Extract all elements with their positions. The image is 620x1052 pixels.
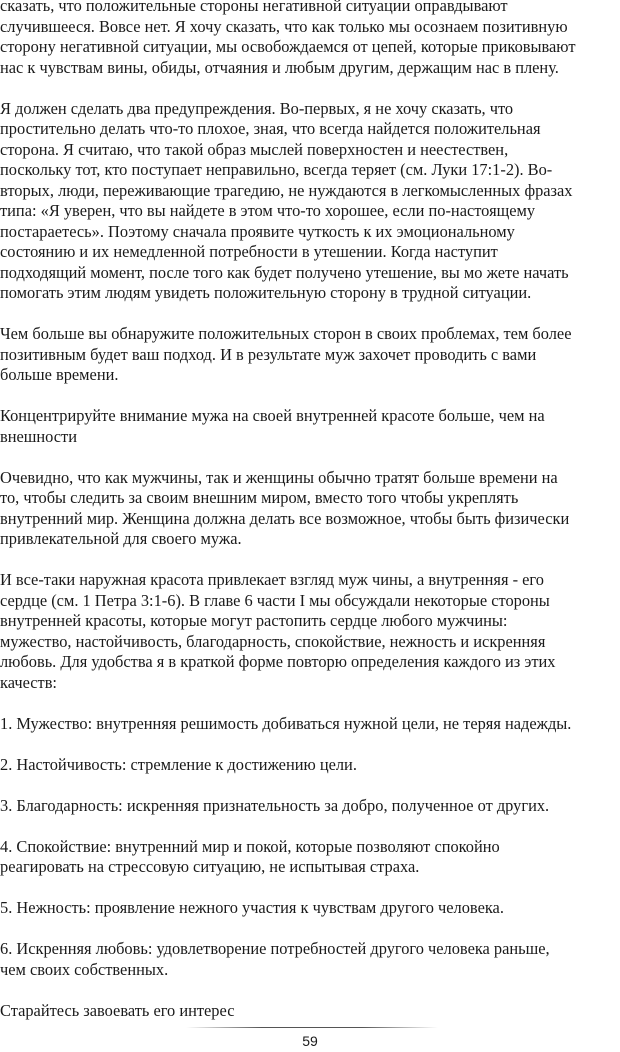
paragraph-spacer [0, 878, 612, 899]
text-line: 6. Искренняя любовь: удовлетворение потребностей другого человека раньше, [0, 939, 550, 958]
paragraph [0, 99, 612, 304]
paragraph [0, 714, 612, 735]
paragraph [0, 939, 612, 980]
text-line: внешности [0, 426, 77, 446]
paragraph [0, 468, 612, 550]
paragraph-spacer [0, 550, 612, 571]
text-line: 4. Спокойствие: внутренний мир и покой, которые позволяют спокойно [0, 836, 500, 856]
text-line: Чем больше вы обнаружите положительных сторон в своих проблемах, тем более [0, 324, 572, 343]
text-line: 2. Настойчивость: стремление к достижению цели. [0, 754, 357, 774]
text-line: нас к чувствам вины, обиды, отчаяния и любым другим, держащим нас в плену. [0, 57, 559, 77]
text-line: сказать, что положительные стороны негативной ситуации оправдывают [0, 0, 508, 15]
text-line: 5. Нежность: проявление нежного участия к чувствам другого человека. [0, 898, 504, 917]
paragraph [0, 570, 612, 693]
page-number: 59 [302, 1033, 318, 1049]
paragraph-spacer [0, 693, 612, 714]
paragraph [0, 406, 612, 447]
text-line: Я должен сделать два предупреждения. Во-первых, я не хочу сказать, что [0, 98, 514, 118]
paragraph-spacer [0, 78, 612, 99]
text-line: внутренней красоты, которые могут растопить сердце любого мужчины: [0, 611, 508, 630]
paragraph-spacer [0, 304, 612, 325]
paragraph-spacer [0, 816, 612, 837]
text-line: подходящий момент, после того как будет получено утешение, вы мо жете начать [0, 262, 569, 282]
text-line: позитивным будет ваш подход. И в результате муж захочет проводить с вами [0, 344, 537, 364]
text-line: Концентрируйте внимание мужа на своей внутренней красоте больше, чем на [0, 406, 545, 425]
paragraph-spacer [0, 980, 612, 1001]
text-line: внутренний мир. Женщина должна делать все возможное, чтобы быть физически [0, 508, 570, 528]
text-line: мужество, настойчивость, благодарность, спокойствие, нежность и искренняя [0, 631, 546, 651]
text-line: Очевидно, что как мужчины, так и женщины обычно тратят больше времени на [0, 467, 558, 487]
text-line: поскольку тот, кто поступает неправильно, всегда теряет (см. Луки 17:1-2). Во- [0, 160, 553, 179]
paragraph [0, 837, 612, 878]
paragraph [0, 324, 612, 386]
text-line: сердце (см. 1 Петра 3:1-6). В главе 6 части I мы обсуждали некоторые стороны [0, 590, 550, 610]
text-line: привлекательной для своего мужа. [0, 529, 242, 548]
text-line: реагировать на стрессовую ситуацию, не испытывая страха. [0, 857, 420, 876]
paragraph [0, 0, 612, 78]
paragraph-spacer [0, 386, 612, 407]
text-line: то, чтобы следить за своим внешним миром, вместо того чтобы укреплять [0, 488, 519, 507]
paragraph-spacer [0, 775, 612, 796]
text-line: 3. Благодарность: искренняя признательность за добро, полученное от других. [0, 795, 550, 815]
paragraph [0, 898, 612, 919]
text-line: простительно делать что-то плохое, зная, что всегда найдется положительная [0, 119, 541, 138]
text-line: качеств: [0, 672, 57, 692]
paragraph [0, 1001, 612, 1022]
text-line: Старайтесь завоевать его интерес [0, 1000, 235, 1020]
paragraph [0, 796, 612, 817]
text-line: любовь. Для удобства я в краткой форме повторю определения каждого из этих [0, 652, 556, 671]
paragraph-spacer [0, 447, 612, 468]
text-line: вторых, люди, переживающие трагедию, не нуждаются в легкомысленных фразах [0, 180, 573, 200]
text-line: сторона. Я считаю, что такой образ мыслей поверхностен и неестествен, [0, 139, 509, 159]
paragraph [0, 755, 612, 776]
paragraph-spacer [0, 919, 612, 940]
text-line: помогать этим людям увидеть положительную сторону в трудной ситуации. [0, 283, 532, 302]
text-line: постараетесь». Поэтому сначала проявите чуткость к их эмоциональному [0, 221, 515, 241]
text-line: состоянию и их немедленной потребности в утешении. Когда наступит [0, 242, 498, 261]
text-line: типа: «Я уверен, что вы найдете в этом что-то хорошее, если по-настоящему [0, 201, 536, 220]
text-line: больше времени. [0, 365, 119, 384]
text-line: 1. Мужество: внутренняя решимость добиваться нужной цели, не теряя надежды. [0, 713, 572, 733]
paragraph-spacer [0, 734, 612, 755]
text-line: сторону негативной ситуации, мы освобождаемся от цепей, которые приковывают [0, 37, 576, 56]
text-line: случившееся. Вовсе нет. Я хочу сказать, что как только мы осознаем позитивную [0, 16, 568, 36]
footer-divider [186, 1027, 438, 1028]
text-line: чем своих собственных. [0, 959, 169, 979]
text-line: И все-таки наружная красота привлекает взгляд муж чины, а внутренняя - его [0, 570, 544, 589]
